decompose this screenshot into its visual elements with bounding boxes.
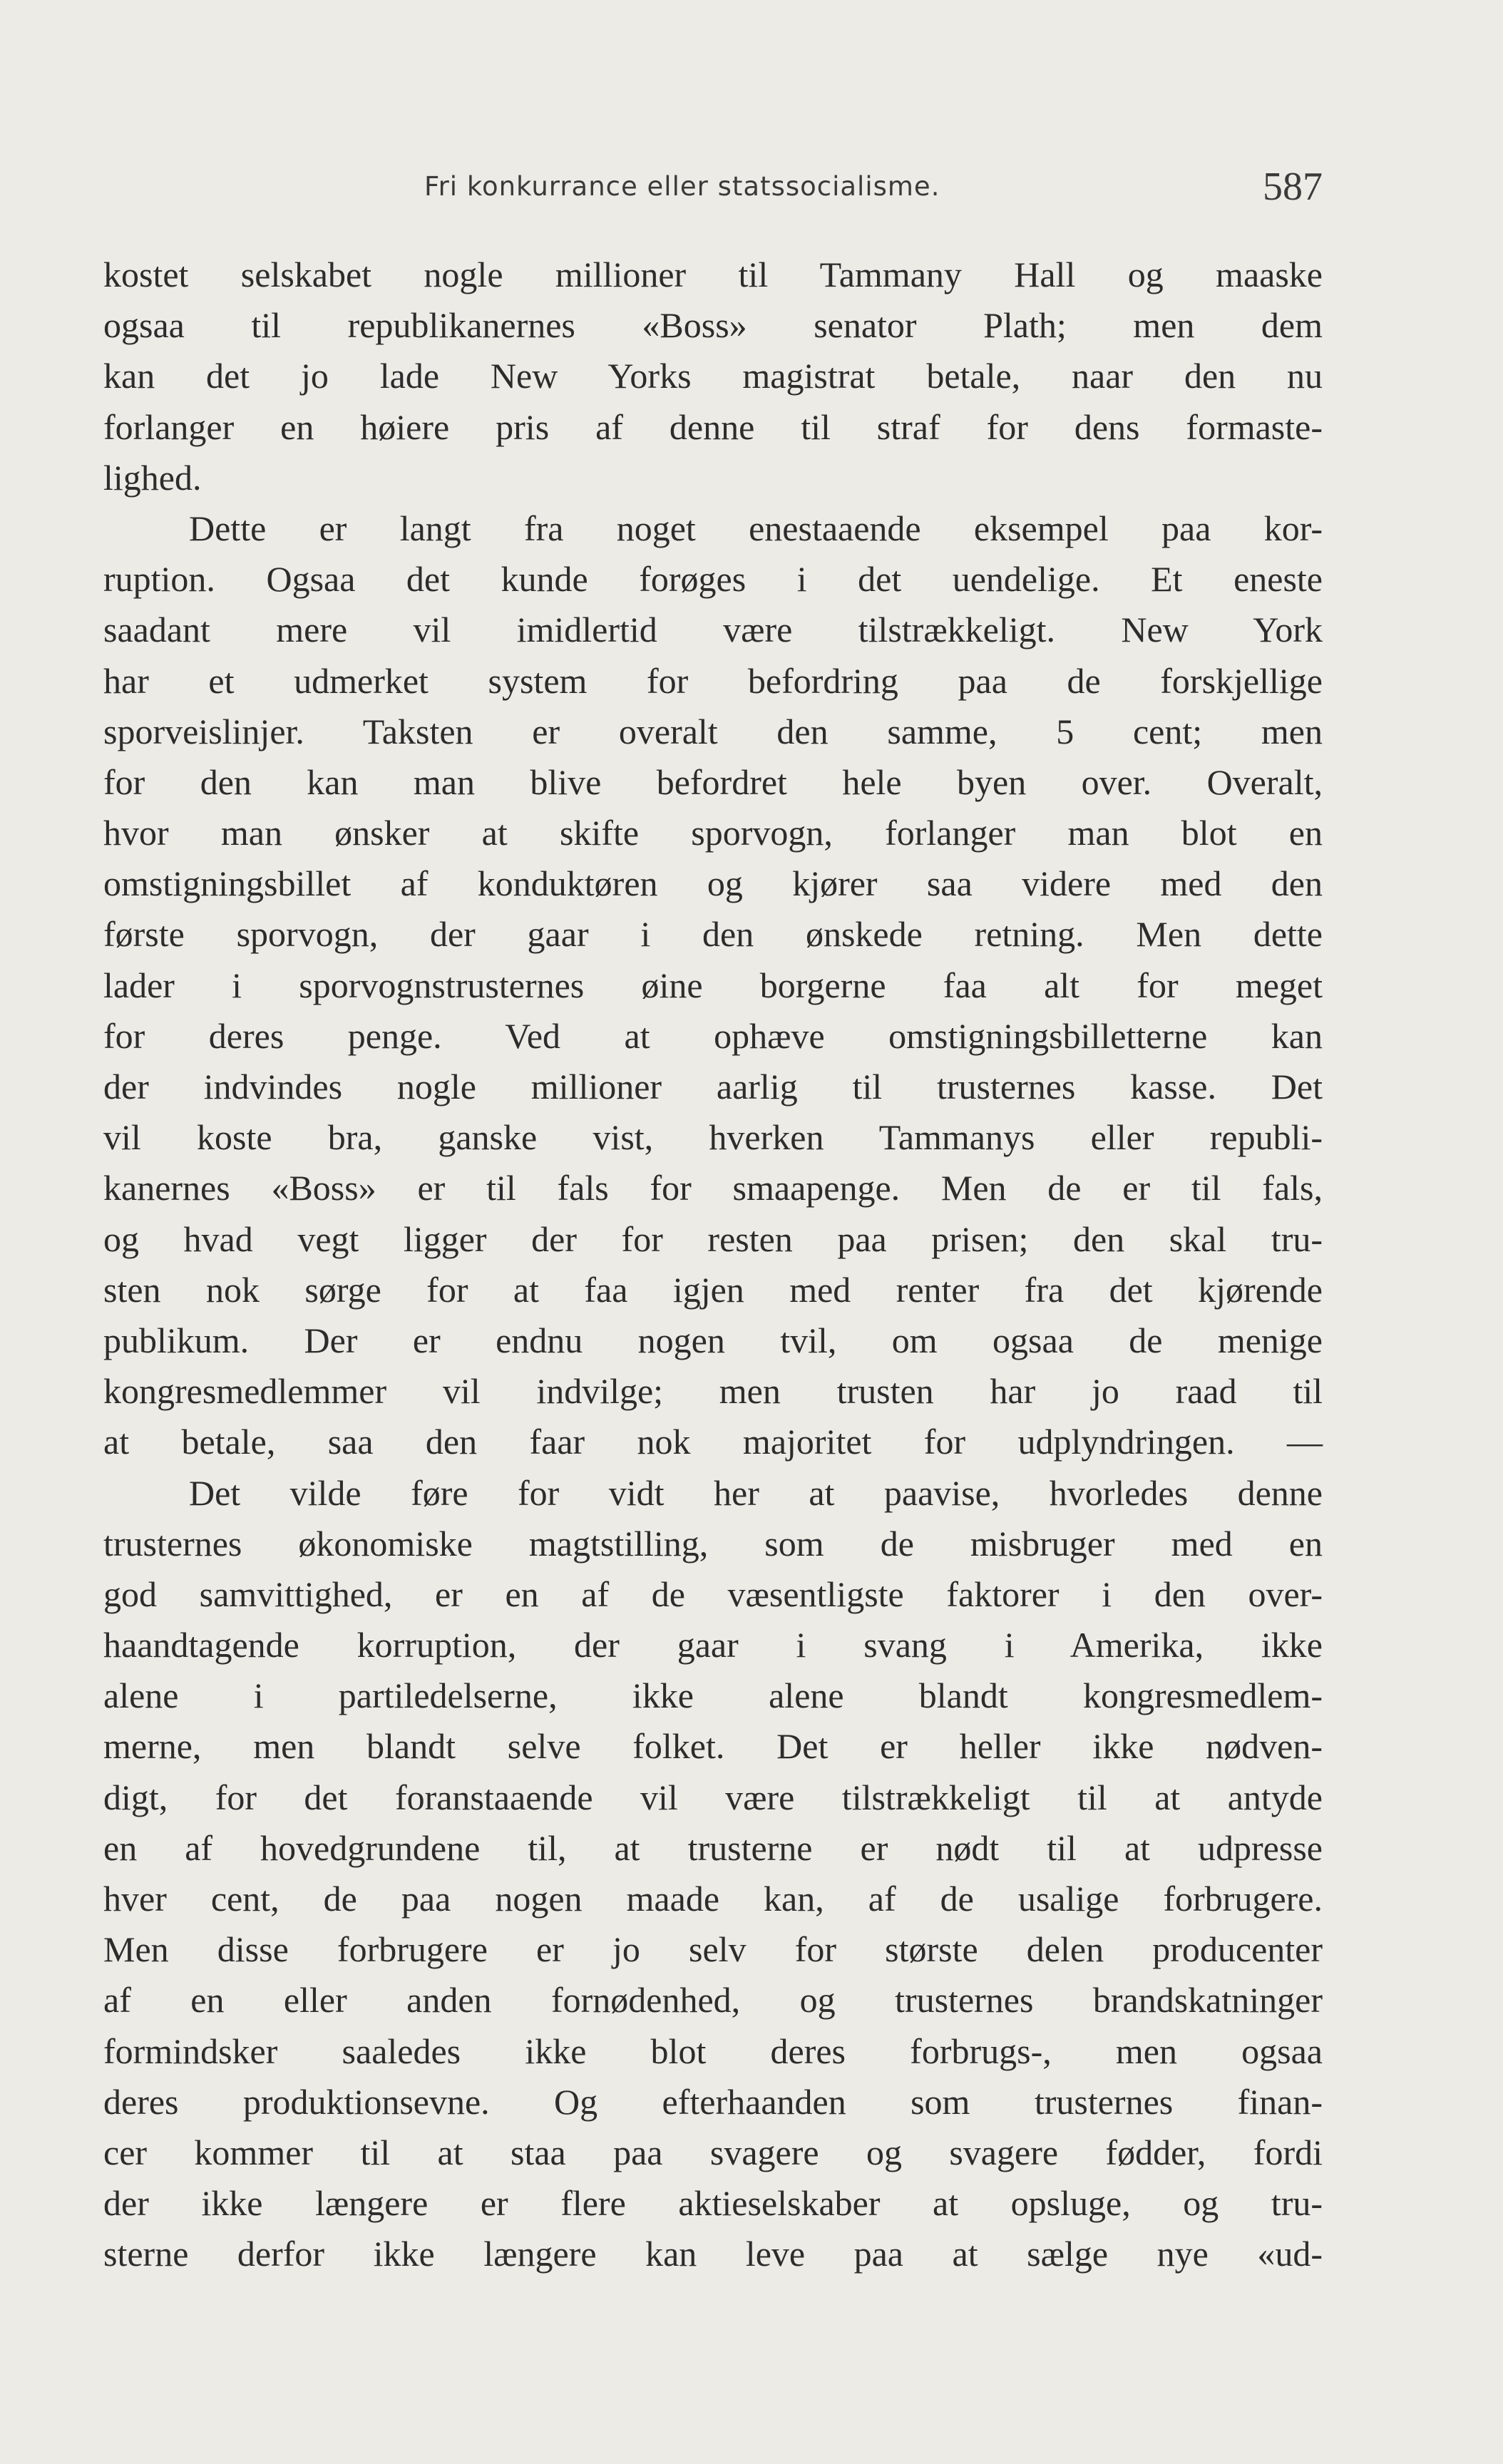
text-line: merne, men blandt selve folket. Det er heller ikke nødven-: [103, 1726, 1323, 1767]
text-line: ogsaa til republikanernes «Boss» senator Plath; men dem: [103, 305, 1323, 346]
text-line: har et udmerket system for befordring paa de forskjellige: [103, 660, 1323, 701]
text-line: kostet selskabet nogle millioner til Tammany Hall og maaske: [103, 255, 1323, 294]
text-line: trusternes økonomiske magtstilling, som de misbruger med en: [103, 1523, 1323, 1564]
text-line: omstigningsbillet af konduktøren og kjører saa videre med den: [103, 863, 1323, 904]
text-line: en af hovedgrundene til, at trusterne er nødt til at udpresse: [103, 1827, 1323, 1868]
text-line: hver cent, de paa nogen maade kan, af de usalige forbrugere.: [103, 1879, 1323, 1919]
text-line: Men disse forbrugere er jo selv for største delen producenter: [103, 1929, 1323, 1970]
text-line: der indvindes nogle millioner aarlig til trusternes kasse. Det: [103, 1067, 1323, 1107]
text-line: kan det jo lade New Yorks magistrat betale, naar den nu: [103, 356, 1323, 396]
text-line: sten nok sørge for at faa igjen med renter fra det kjørende: [103, 1269, 1323, 1310]
text-line: publikum. Der er endnu nogen tvil, om ogsaa de menige: [103, 1320, 1323, 1360]
text-line: kanernes «Boss» er til fals for smaapenge. Men de er til fals,: [103, 1168, 1323, 1208]
text-line: Dette er langt fra noget enestaaende eksempel paa kor-: [189, 508, 1323, 548]
text-line: ruption. Ogsaa det kunde forøges i det uendelige. Et eneste: [103, 559, 1323, 600]
text-line: forlanger en høiere pris af denne til straf for dens formaste-: [103, 406, 1323, 447]
text-line: første sporvogn, der gaar i den ønskede retning. Men dette: [103, 914, 1323, 955]
text-line: kongresmedlemmer vil indvilge; men trusten har jo raad til: [103, 1371, 1323, 1412]
text-line: saadant mere vil imidlertid være tilstrækkeligt. New York: [103, 610, 1323, 650]
text-line: hvor man ønsker at skifte sporvogn, forlanger man blot en: [103, 813, 1323, 853]
text-line: at betale, saa den faar nok majoritet for udplyndringen. —: [103, 1422, 1323, 1462]
text-line: der ikke længere er flere aktieselskaber at opsluge, og tru-: [103, 2183, 1323, 2224]
text-line: Det vilde føre for vidt her at paavise, hvorledes denne: [189, 1472, 1323, 1513]
text-line: haandtagende korruption, der gaar i svang i Amerika, ikke: [103, 1625, 1323, 1665]
text-line: af en eller anden fornødenhed, og trusternes brandskatninger: [103, 1980, 1323, 2021]
text-line: formindsker saaledes ikke blot deres forbrugs-, men ogsaa: [103, 2031, 1323, 2071]
body-text: [103, 250, 1323, 2280]
text-line: lighed.: [103, 457, 202, 498]
text-line: og hvad vegt ligger der for resten paa prisen; den skal tru-: [103, 1218, 1323, 1259]
text-line: god samvittighed, er en af de væsentligste faktorer i den over-: [103, 1574, 1323, 1614]
running-title: Fri konkurrance eller statssocialisme.: [424, 171, 940, 202]
text-line: vil koste bra, ganske vist, hverken Tammanys eller republi-: [103, 1117, 1323, 1158]
text-line: alene i partiledelserne, ikke alene blandt kongresmedlem-: [103, 1675, 1323, 1716]
page-number: 587: [1263, 165, 1323, 209]
text-line: digt, for det foranstaaende vil være tilstrækkeligt til at antyde: [103, 1777, 1323, 1817]
text-line: for deres penge. Ved at ophæve omstigningsbilletterne kan: [103, 1015, 1323, 1056]
text-line: sporveislinjer. Taksten er overalt den samme, 5 cent; men: [103, 711, 1323, 751]
text-line: lader i sporvognstrusternes øine borgerne faa alt for meget: [103, 965, 1323, 1005]
page-header: [103, 165, 1323, 221]
text-line: for den kan man blive befordret hele byen over. Overalt,: [103, 761, 1323, 802]
text-line: cer kommer til at staa paa svagere og svagere fødder, fordi: [103, 2132, 1323, 2172]
text-line: deres produktionsevne. Og efterhaanden som trusternes finan-: [103, 2081, 1323, 2122]
text-line: sterne derfor ikke længere kan leve paa at sælge nye «ud-: [103, 2234, 1323, 2274]
